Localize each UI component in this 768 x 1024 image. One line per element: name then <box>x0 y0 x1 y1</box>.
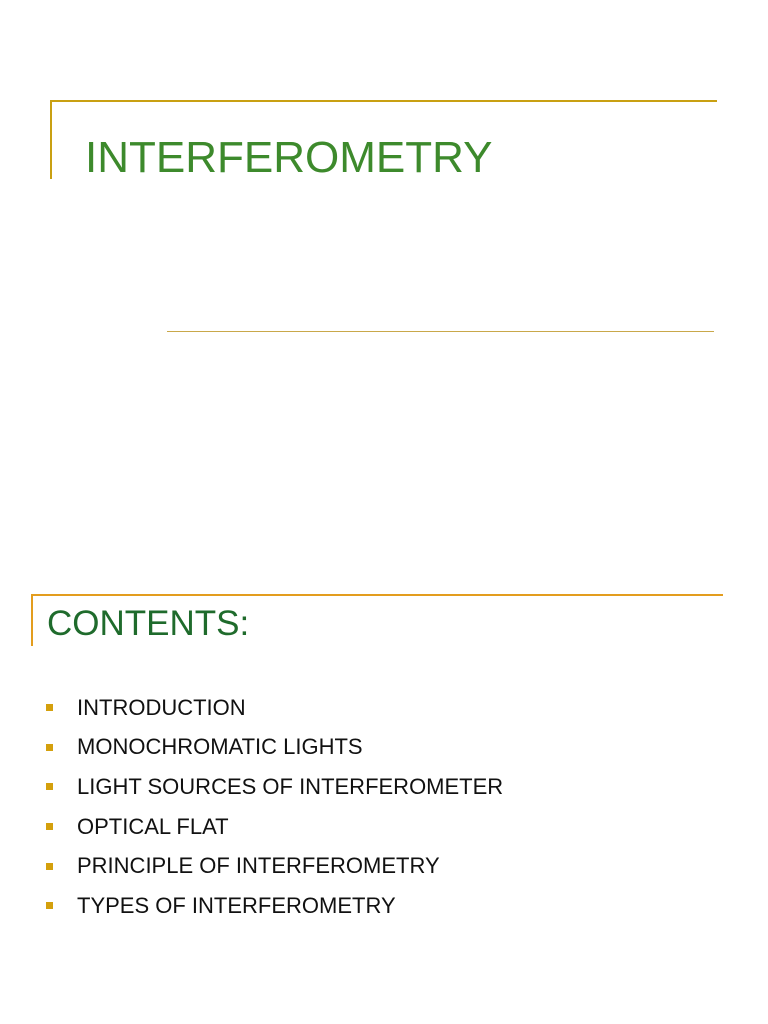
list-item-label: TYPES OF INTERFEROMETRY <box>77 892 396 918</box>
list-item <box>44 807 503 847</box>
list-item <box>44 886 503 926</box>
list-item-label: PRINCIPLE OF INTERFEROMETRY <box>77 853 440 879</box>
list-item-label: MONOCHROMATIC LIGHTS <box>77 734 363 760</box>
list-item-label: INTRODUCTION <box>77 694 246 720</box>
square-bullet-icon <box>46 863 53 870</box>
contents-list <box>44 688 503 926</box>
square-bullet-icon <box>46 744 53 751</box>
contents-left-rule <box>31 594 33 646</box>
square-bullet-icon <box>46 823 53 830</box>
list-item-label: OPTICAL FLAT <box>77 813 229 839</box>
title-top-rule <box>50 100 717 102</box>
square-bullet-icon <box>46 704 53 711</box>
contents-top-rule <box>31 594 723 596</box>
list-item-label: LIGHT SOURCES OF INTERFEROMETER <box>77 773 504 799</box>
list-item <box>44 728 503 768</box>
contents-slide <box>0 560 768 1024</box>
subtitle-divider <box>167 331 714 332</box>
list-item <box>44 688 503 728</box>
contents-heading: CONTENTS: <box>47 604 250 643</box>
title-left-rule <box>50 100 52 179</box>
list-item <box>44 767 503 807</box>
slide-title: INTERFEROMETRY <box>85 133 493 182</box>
square-bullet-icon <box>46 902 53 909</box>
square-bullet-icon <box>46 783 53 790</box>
list-item <box>44 846 503 886</box>
